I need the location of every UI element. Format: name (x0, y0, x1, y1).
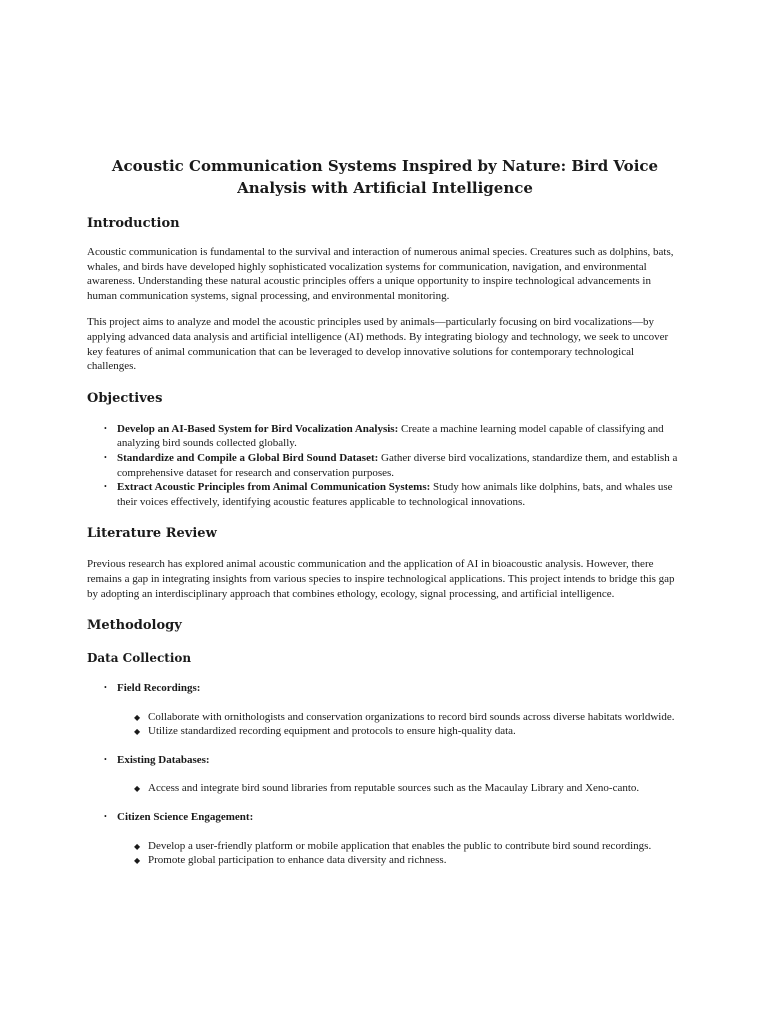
data-collection-list (87, 681, 683, 696)
document-body (87, 155, 683, 868)
document-title: Acoustic Communication Systems Inspired by Nature: Bird Voice Analysis with Artificial Intelligence (111, 157, 659, 197)
bullet-icon: • (104, 482, 107, 492)
bullet-icon: • (104, 452, 107, 462)
list-item (104, 480, 683, 509)
list-item (134, 839, 683, 854)
diamond-bullet-icon: ◆ (134, 712, 141, 722)
data-collection-list (87, 753, 683, 768)
list-item-text: Promote global participation to enhance data diversity and richness. (148, 854, 447, 867)
data-collection-heading: Data Collection (87, 651, 192, 666)
data-collection-list (87, 810, 683, 825)
diamond-bullet-icon: ◆ (134, 856, 141, 866)
bullet-icon: • (104, 812, 107, 822)
bullet-icon: • (104, 423, 107, 433)
group-label: Field Recordings: (117, 682, 201, 695)
literature-review-paragraph: Previous research has explored animal acoustic communication and the application of AI in bioacoustic analysis. However, there remains a gap in integrating insights from various species to inspire technological applications. This project intends to bridge this gap by adopting an interdisciplinary approach that combines ethology, ecology, signal processing, and artificial intelligence. (87, 558, 675, 600)
field-recordings-list (87, 710, 683, 739)
objective-label: Standardize and Compile a Global Bird Sound Dataset: (117, 451, 379, 464)
list-item (104, 451, 683, 480)
group-label: Existing Databases: (117, 753, 210, 766)
introduction-heading: Introduction (87, 216, 180, 231)
literature-review-heading: Literature Review (87, 526, 217, 542)
list-item (104, 753, 683, 768)
objective-text: Study how animals like dolphins, bats, and whales use their voices effectively, identifying acoustic features applicable to technological innovations. (117, 481, 673, 508)
objectives-heading: Objectives (87, 390, 163, 406)
objective-text: Gather diverse bird vocalizations, standardize them, and establish a comprehensive dataset for research and conservation purposes. (117, 451, 678, 479)
list-item (134, 710, 683, 725)
objectives-list (87, 422, 683, 510)
objective-label: Extract Acoustic Principles from Animal Communication Systems: (117, 481, 431, 494)
citizen-science-list (87, 839, 683, 868)
methodology-heading: Methodology (87, 618, 182, 634)
list-item (104, 681, 683, 696)
objective-text: Create a machine learning model capable of classifying and analyzing bird sounds collected globally. (117, 422, 664, 450)
list-item (134, 724, 683, 739)
list-item-text: Collaborate with ornithologists and conservation organizations to record bird sounds across diverse habitats worldwide. (148, 710, 675, 723)
bullet-icon: • (104, 754, 107, 764)
existing-databases-list (87, 781, 683, 796)
list-item-text: Access and integrate bird sound libraries from reputable sources such as the Macaulay Library and Xeno-canto. (148, 782, 640, 795)
list-item-text: Develop a user-friendly platform or mobile application that enables the public to contribute bird sound recordings. (148, 839, 652, 852)
list-item (104, 422, 683, 451)
list-item-text: Utilize standardized recording equipment and protocols to ensure high-quality data. (148, 725, 516, 738)
objective-label: Develop an AI-Based System for Bird Vocalization Analysis: (117, 422, 399, 435)
group-label: Citizen Science Engagement: (117, 811, 254, 824)
diamond-bullet-icon: ◆ (134, 727, 141, 737)
diamond-bullet-icon: ◆ (134, 841, 141, 851)
diamond-bullet-icon: ◆ (134, 784, 141, 794)
list-item (134, 781, 683, 796)
introduction-paragraph-2: This project aims to analyze and model the acoustic principles used by animals—particularly focusing on bird vocalizations—by applying advanced data analysis and artificial intelligence (AI) methods. By integrating biology and technology, we seek to uncover key features of animal communication that can be leveraged to develop innovative solutions for contemporary technological challenges. (87, 316, 669, 373)
list-item (134, 853, 683, 868)
introduction-paragraph-1: Acoustic communication is fundamental to the survival and interaction of numerous animal species. Creatures such as dolphins, bats, whales, and birds have developed highly sophisticated vocalization systems for communication, navigation, and environmental awareness. Understanding these natural acoustic principles offers a unique opportunity to inspire technological advancements in human communication systems, signal processing, and environmental monitoring. (87, 246, 674, 302)
bullet-icon: • (104, 683, 107, 693)
list-item (104, 810, 683, 825)
